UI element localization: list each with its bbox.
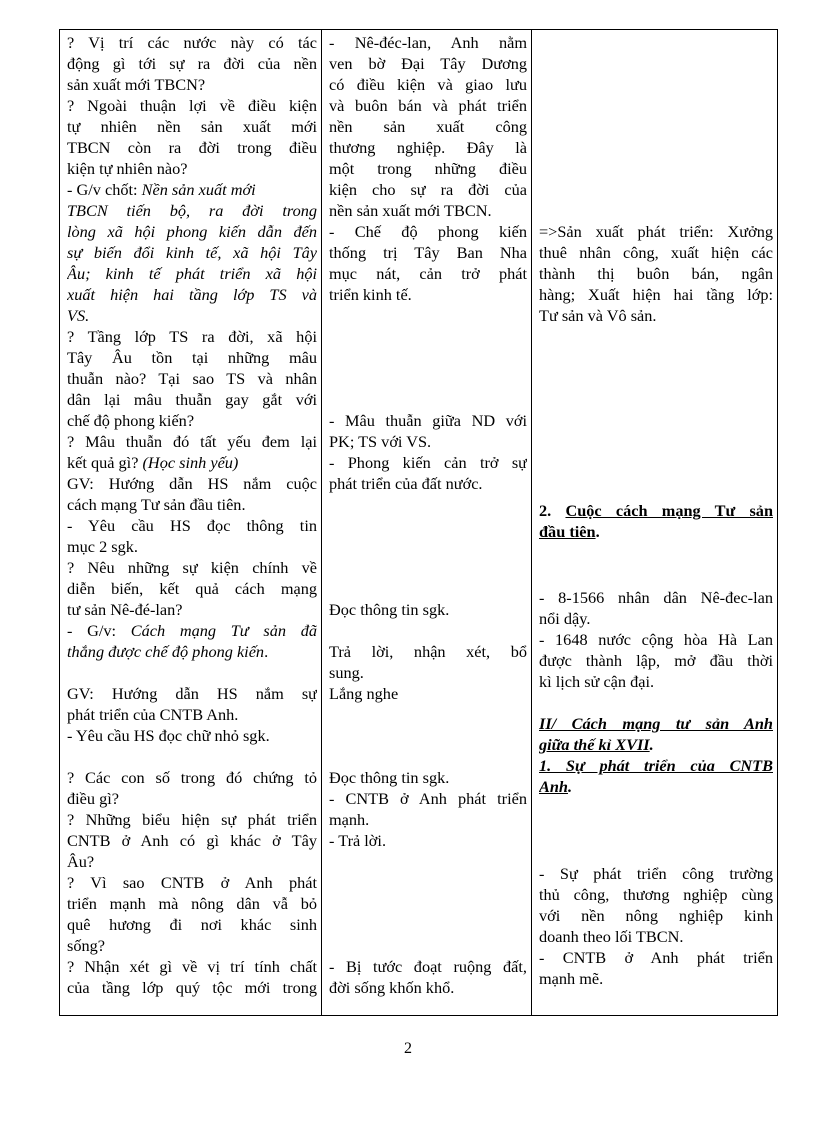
section-heading-II: II/ Cách mạng tư sản Anh: [539, 714, 773, 733]
question-line: tự nhiên nền sản xuất mới: [67, 117, 317, 136]
answer-line: Đọc thông tin sgk.: [329, 600, 450, 619]
answer-line: đời sống khốn khổ.: [329, 978, 455, 997]
question-line: diễn biến, kết quả cách mạng: [67, 579, 317, 598]
question-line: ? Mâu thuẫn đó tất yếu đem lại: [67, 432, 317, 451]
conclusion-line: VS.: [67, 306, 90, 325]
content-line: thuê nhân công, xuất hiện các: [539, 243, 773, 262]
gv-instruction-line: phát triển của CNTB Anh.: [67, 705, 239, 724]
question-line: ? Ngoài thuận lợi về điều kiện: [67, 96, 317, 115]
conclusion-line: [67, 641, 317, 662]
student-activity-column: [322, 30, 532, 1015]
question-line: điều gì?: [67, 789, 119, 808]
conclusion-line: xuất hiện hai tầng lớp TS và: [67, 285, 317, 304]
answer-line: mục nát, cản trở phát: [329, 264, 527, 283]
conclusion-line: lòng xã hội phong kiến dẫn đến: [67, 222, 317, 241]
period: .: [649, 735, 654, 754]
gv-instruction-line: cách mạng Tư sản đầu tiên.: [67, 495, 246, 514]
content-line: với nền nông nghiệp kinh: [539, 906, 773, 925]
gv-instruction-line: GV: Hướng dẫn HS nắm sự: [67, 684, 317, 703]
subsection-title-cont: Anh: [539, 777, 568, 796]
question-line: CNTB ở Anh có gì khác ở Tây: [67, 831, 317, 850]
question-line: kiện tự nhiên nào?: [67, 159, 188, 178]
conclusion-line: sự biến đổi kinh tế, xã hội Tây: [67, 243, 317, 262]
content-line: hàng; Xuất hiện hai tầng lớp:: [539, 285, 773, 304]
gv-label: - G/v:: [67, 621, 117, 640]
question-line: ? Nhận xét gì về vị trí tính chất: [67, 957, 317, 976]
lesson-content-column: [532, 30, 777, 1015]
content-line: được thành lập, mở đầu thời: [539, 651, 773, 670]
conclusion-line: TBCN tiến bộ, ra đời trong: [67, 201, 317, 220]
period: .: [567, 777, 573, 796]
answer-line: Đọc thông tin sgk.: [329, 768, 450, 787]
question-line: ? Các con số trong đó chứng tỏ: [67, 768, 317, 787]
question-line: tư sản Nê-đé-lan?: [67, 600, 183, 619]
answer-line: Trả lời, nhận xét, bổ: [329, 642, 527, 661]
question-line: dân lại mâu thuẫn gay gắt với: [67, 390, 317, 409]
answer-line: - Bị tước đoạt ruộng đất,: [329, 957, 527, 976]
period: .: [595, 522, 600, 541]
answer-line: Lắng nghe: [329, 684, 399, 703]
conclusion-text: Cách mạng Tư sản đã: [130, 621, 317, 640]
section-title-cont: đầu tiên: [539, 522, 596, 541]
subsection-heading-1: 1. Sự phát triển của CNTB: [539, 756, 773, 775]
gv-instruction-line: GV: Hướng dẫn HS nắm cuộc: [67, 474, 317, 493]
section-heading-2: [539, 500, 773, 521]
answer-line: thống trị Tây Ban Nha: [329, 243, 527, 262]
answer-line: - Mâu thuẫn giữa ND với: [329, 411, 527, 430]
question-line: triển mạnh mà nông dân vẫ bỏ: [67, 894, 317, 913]
lesson-table: [59, 29, 778, 1016]
section-title: Cuộc cách mạng Tư sản: [565, 501, 773, 520]
question-line: ? Vị trí các nước này có tác: [67, 33, 317, 52]
content-line: - Sự phát triển công trường: [539, 864, 773, 883]
answer-line: triển kinh tế.: [329, 285, 412, 304]
answer-line: phát triển của đất nước.: [329, 474, 483, 493]
answer-line: PK; TS với VS.: [329, 432, 432, 451]
question-line: Tây Âu tồn tại những mâu: [67, 348, 317, 367]
answer-line: nền sản xuất công: [329, 117, 527, 136]
answer-line: - Trả lời.: [329, 831, 387, 850]
content-line: nổi dậy.: [539, 609, 591, 628]
question-line: quê hương đi nơi khác sinh: [67, 915, 317, 934]
conclusion-text: thắng được chế độ phong kiến: [67, 642, 265, 661]
gv-conclusion-line: [67, 179, 317, 200]
gv-instruction-line: mục 2 sgk.: [67, 537, 138, 556]
content-line: thành thị buôn bán, ngân: [539, 264, 773, 283]
question-line: động gì tới sự ra đời của nền: [67, 54, 317, 73]
section-title-cont: giữa thế kỉ XVII: [539, 735, 650, 754]
question-line: Âu?: [67, 852, 95, 871]
answer-line: có điều kiện và giao lưu: [329, 75, 527, 94]
answer-line: kiện cho sự ra đời của: [329, 180, 527, 199]
content-line: - 1648 nước cộng hòa Hà Lan: [539, 630, 773, 649]
section-number: 2.: [539, 501, 552, 520]
answer-line: - Nê-đéc-lan, Anh nằm: [329, 33, 527, 52]
weak-student-note: (Học sinh yếu): [142, 453, 239, 472]
question-line: sống?: [67, 936, 105, 955]
question-line: ? Nêu những sự kiện chính về: [67, 558, 317, 577]
question-line: của tầng lớp quý tộc mới trong: [67, 978, 317, 997]
gv-conclusion-line: [67, 620, 317, 641]
question-line: ? Vì sao CNTB ở Anh phát: [67, 873, 317, 892]
content-line: mạnh mẽ.: [539, 969, 604, 988]
answer-line: và buôn bán và phát triển: [329, 96, 527, 115]
answer-line: - CNTB ở Anh phát triển: [329, 789, 527, 808]
answer-line: ven bờ Đại Tây Dương: [329, 54, 527, 73]
question-line: chế độ phong kiến?: [67, 411, 195, 430]
question-text: kết quả gì?: [67, 453, 139, 472]
answer-line: sung.: [329, 663, 364, 682]
answer-line: - Phong kiến cản trở sự: [329, 453, 527, 472]
gv-instruction-line: - Yêu cầu HS đọc thông tin: [67, 516, 317, 535]
conclusion-text: Nền sản xuất mới: [141, 180, 256, 199]
content-line: kì lịch sử cận đại.: [539, 672, 655, 691]
question-line: TBCN còn ra đời trong điều: [67, 138, 317, 157]
question-line: sản xuất mới TBCN?: [67, 75, 206, 94]
gv-chot-label: - G/v chốt:: [67, 180, 138, 199]
content-line: - CNTB ở Anh phát triển: [539, 948, 773, 967]
answer-line: một trong những điều: [329, 159, 527, 178]
section-heading-II-cont: [539, 734, 773, 755]
question-line: ? Tầng lớp TS ra đời, xã hội: [67, 327, 317, 346]
subsection-heading-1-cont: [539, 776, 773, 797]
content-line: Tư sản và Vô sản.: [539, 306, 657, 325]
answer-line: mạnh.: [329, 810, 370, 829]
section-heading-2-cont: [539, 521, 773, 542]
answer-line: thương nghiệp. Đây là: [329, 138, 527, 157]
content-line: thủ công, thương nghiệp cùng: [539, 885, 773, 904]
content-line: =>Sản xuất phát triển: Xưởng: [539, 222, 773, 241]
period: .: [264, 642, 269, 661]
page-number: 2: [404, 1040, 412, 1057]
conclusion-line: Âu; kinh tế phát triển xã hội: [67, 264, 317, 283]
question-line: ? Những biểu hiện sự phát triển: [67, 810, 317, 829]
content-line: doanh theo lối TBCN.: [539, 927, 684, 946]
question-line: thuẫn nào? Tại sao TS và nhân: [67, 369, 317, 388]
question-line: [67, 452, 317, 473]
gv-instruction-line: - Yêu cầu HS đọc chữ nhỏ sgk.: [67, 726, 270, 745]
answer-line: - Chế độ phong kiến: [329, 222, 527, 241]
teacher-activity-column: [60, 30, 322, 1015]
answer-line: nền sản xuất mới TBCN.: [329, 201, 492, 220]
content-line: - 8-1566 nhân dân Nê-đec-lan: [539, 588, 773, 607]
